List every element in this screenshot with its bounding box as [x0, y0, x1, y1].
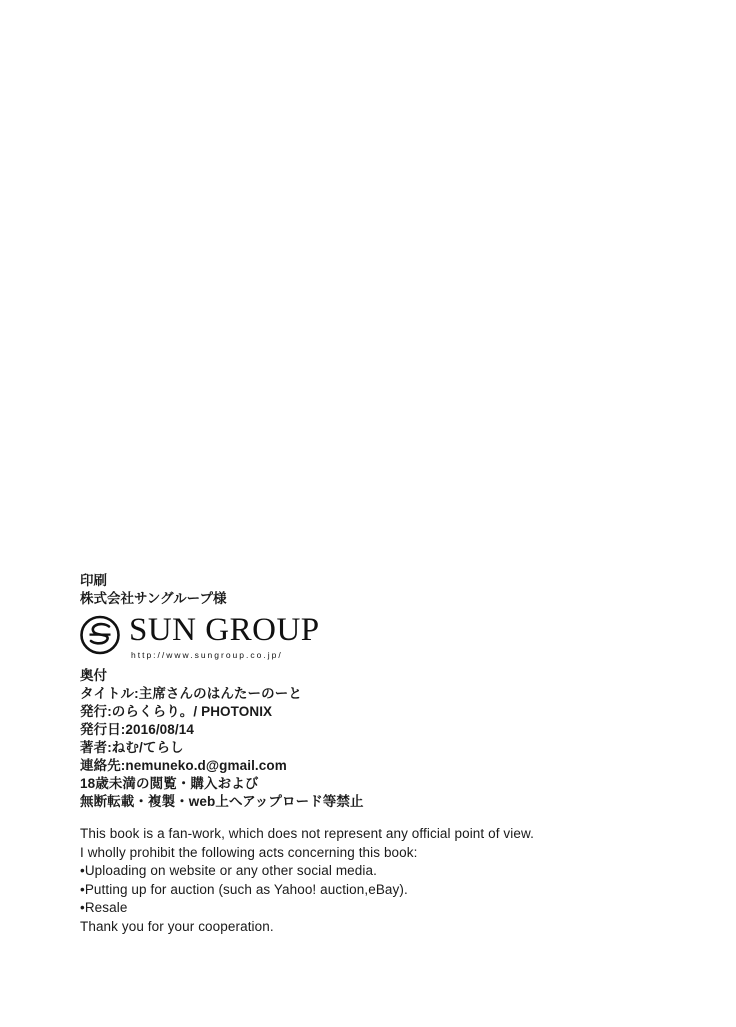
english-notice-line: •Putting up for auction (such as Yahoo! auction,eBay).: [80, 881, 408, 897]
sun-group-logo: [80, 614, 640, 660]
colophon-line: タイトル:主席さんのはんたーのーと: [80, 686, 302, 701]
colophon-line: 発行日:2016/08/14: [80, 722, 194, 737]
english-notice-line: I wholly prohibit the following acts concerning this book:: [80, 844, 418, 860]
sun-group-wordmark: SUN GROUP: [129, 612, 320, 648]
colophon-line: 著者:ねむ/てらし: [80, 740, 184, 755]
colophon-detail-list: [80, 685, 640, 811]
print-company-name: 株式会社サングループ様: [80, 591, 227, 606]
english-notice-line: Thank you for your cooperation.: [80, 918, 274, 934]
colophon-line: 発行:のらくらり。/ PHOTONIX: [80, 704, 273, 719]
colophon-line: 18歳未満の閲覧・購入および: [80, 776, 259, 791]
colophon-block: [80, 572, 640, 936]
english-notice-line: •Uploading on website or any other social media.: [80, 863, 377, 878]
sun-group-s-mark-icon: [80, 615, 120, 655]
print-label: 印刷: [80, 573, 107, 588]
sun-group-url: http://www.sungroup.co.jp/: [131, 650, 283, 660]
english-notice-line: •Resale: [80, 900, 128, 915]
colophon-label: 奥付: [80, 668, 107, 683]
english-notice-block: [80, 825, 640, 936]
colophon-line: 無断転載・複製・web上へアップロード等禁止: [80, 794, 364, 809]
english-notice-line: This book is a fan-work, which does not represent any official point of view.: [80, 826, 534, 841]
sun-group-wordmark-wrap: [129, 614, 320, 660]
colophon-line: 連絡先:nemuneko.d@gmail.com: [80, 758, 287, 773]
